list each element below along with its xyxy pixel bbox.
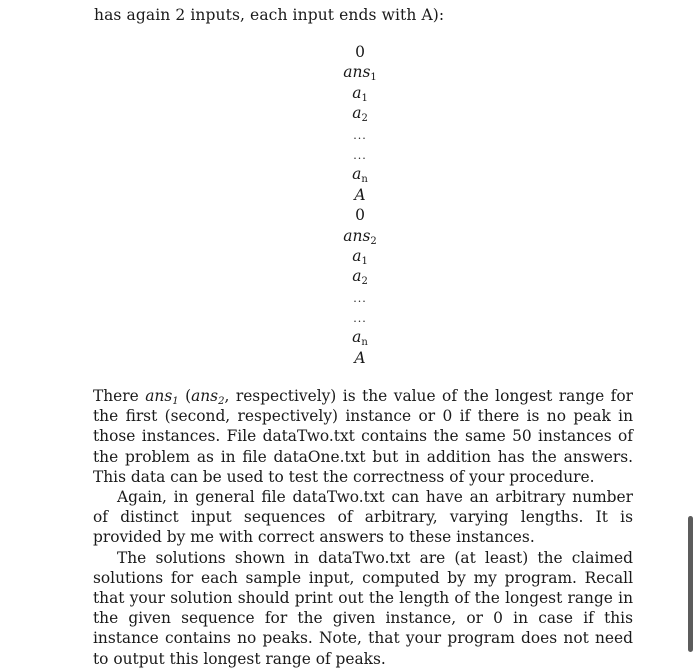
input-format-column (310, 42, 410, 368)
column-line: ... (353, 291, 367, 305)
column-line: ... (353, 148, 367, 162)
column-line: ... (353, 128, 367, 142)
column-line: $a_n$ (352, 165, 368, 186)
column-line: $a_1$ (352, 83, 368, 104)
column-line: 0 (355, 43, 365, 61)
column-line: A (354, 348, 366, 367)
column-line: ans$_2$ (343, 226, 377, 247)
column-line: 0 (355, 206, 365, 225)
paragraph-solutions: The solutions shown in dataTwo.txt are (at least) the claimed solutions for each sample input, computed by my program. Recall that your solution should print out the length of the longest range in the given sequence for the given instance, or 0 in case if this instance contains no peaks. Note, that your program does not need to output this longest range of peaks. (93, 548, 633, 668)
column-line: $a_2$ (352, 104, 368, 125)
scrollbar-thumb[interactable] (688, 516, 693, 652)
column-line: ans$_1$ (343, 63, 377, 84)
column-line: A (354, 185, 366, 204)
paragraph-arbitrary-input: Again, in general file dataTwo.txt can have an arbitrary number of distinct input sequences of arbitrary, varying lengths. It is provided by me with correct answers to these instances. (93, 488, 633, 547)
ans1-symbol: ans$_1$ (145, 387, 179, 407)
paragraph-answers: There ans$_1$ (ans$_2$, respectively) is the value of the longest range for the first (second, respectively) instance or 0 if there is no peak in those instances. File dataTwo.txt contains the same 50 instances of the problem as in file dataOne.txt but in addition has the answers. This data can be used to test the correctness of your procedure. (93, 387, 633, 486)
column-line: $a_1$ (352, 246, 368, 267)
ans2-symbol: ans$_2$ (191, 387, 225, 407)
column-line: $a_2$ (352, 267, 368, 288)
column-line: ... (353, 312, 367, 326)
intro-line: has again 2 inputs, each input ends with A): (94, 6, 445, 24)
explanation-text (93, 386, 633, 669)
column-line: $a_n$ (352, 328, 368, 349)
